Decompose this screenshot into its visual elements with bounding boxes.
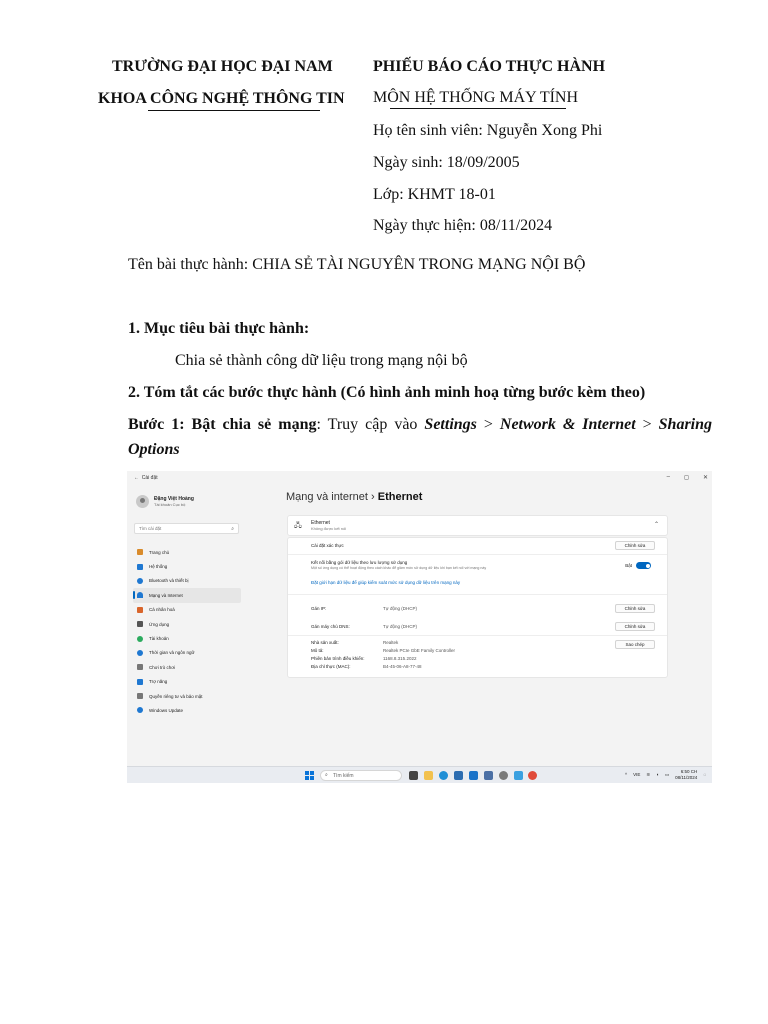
step1-paragraph xyxy=(128,412,712,462)
metered-title: Kết nối bằng gói dữ liệu theo lưu lượng sử dụng xyxy=(311,560,408,565)
step1-path-settings: Settings xyxy=(424,416,477,433)
ethernet-icon: 🖧 xyxy=(294,522,302,529)
dns-label: Gán máy chủ DNS: xyxy=(311,624,350,629)
messenger-icon[interactable] xyxy=(514,771,523,780)
nav-label: Trợ năng xyxy=(149,679,168,685)
nav-label: Thời gian và ngôn ngữ xyxy=(149,650,195,656)
clock-time: 6:50 CH xyxy=(680,769,698,774)
nav-item-accounts[interactable] xyxy=(133,631,241,645)
user-profile[interactable] xyxy=(136,495,194,508)
chevron-up-icon[interactable]: ^ xyxy=(624,772,628,777)
nav-item-network[interactable] xyxy=(133,588,241,602)
clock-date: 08/11/2024 xyxy=(675,774,698,780)
task-view-icon[interactable] xyxy=(409,771,418,780)
date-done: Ngày thực hiện: 08/11/2024 xyxy=(373,217,553,234)
battery-icon[interactable]: ▭ xyxy=(664,771,670,777)
search-icon: ⌕ xyxy=(325,772,328,778)
nav-label: Cá nhân hoá xyxy=(149,607,175,613)
system-tray xyxy=(625,769,706,780)
window-controls xyxy=(667,474,708,481)
nav-item-personalization[interactable] xyxy=(133,603,241,617)
subject-underline xyxy=(390,108,566,109)
minimize-icon[interactable]: – xyxy=(666,474,670,480)
ip-value: Tự động (DHCP) xyxy=(383,606,418,611)
notification-icon[interactable]: ◌ xyxy=(703,772,706,777)
faculty-underline xyxy=(148,110,320,111)
app-icon[interactable] xyxy=(484,771,493,780)
auth-label: Cài đặt xác thực xyxy=(311,543,344,548)
system-icon xyxy=(137,564,143,570)
nav-label: Trang chủ xyxy=(149,549,170,555)
ethernet-status: Không được kết nối xyxy=(311,526,347,531)
subject-name: MÔN HỆ THỐNG MÁY TÍNH xyxy=(373,89,579,106)
mail-icon[interactable] xyxy=(469,771,478,780)
class-name: Lớp: KHMT 18-01 xyxy=(373,186,496,203)
file-explorer-icon[interactable] xyxy=(424,771,433,780)
nav-item-privacy[interactable] xyxy=(133,689,241,703)
ethernet-details-card xyxy=(287,537,668,678)
divider xyxy=(288,635,667,636)
back-arrow-icon[interactable]: ← xyxy=(134,475,139,481)
manufacturer-value: Realtek xyxy=(383,640,399,645)
volume-icon[interactable]: ◖ xyxy=(656,772,659,777)
ethernet-header-card[interactable] xyxy=(287,515,668,536)
data-limit-link[interactable]: Đặt giới hạn dữ liệu để giúp kiểm soát mức sử dụng dữ liệu trên mạng này xyxy=(311,580,461,585)
divider xyxy=(288,594,667,595)
nav-item-gaming[interactable] xyxy=(133,660,241,674)
description-label: Mô tả: xyxy=(311,648,324,653)
language-indicator[interactable]: VIE xyxy=(633,772,641,777)
wifi-icon[interactable]: ≋ xyxy=(646,771,651,777)
mac-label: Địa chỉ thực (MAC): xyxy=(311,664,351,669)
driver-value: 1168.8.315.2022 xyxy=(383,656,417,661)
maximize-icon[interactable]: ◻ xyxy=(683,475,689,481)
chrome-icon[interactable] xyxy=(528,771,537,780)
nav-label: Windows Update xyxy=(149,707,184,713)
edge-icon[interactable] xyxy=(439,771,448,780)
user-account-type: Tài khoản Cục bộ xyxy=(154,502,186,507)
nav-label: Chơi trò chơi xyxy=(149,664,176,670)
student-name: Họ tên sinh viên: Nguyễn Xong Phi xyxy=(373,122,603,139)
step1-text: : Truy cập vào xyxy=(316,416,425,433)
breadcrumb-parent[interactable]: Mạng và internet xyxy=(286,491,368,503)
taskbar-search-placeholder: Tìm kiếm xyxy=(333,773,354,779)
store-icon[interactable] xyxy=(454,771,463,780)
manufacturer-label: Nhà sản xuất: xyxy=(311,640,339,645)
birth-date: Ngày sinh: 18/09/2005 xyxy=(373,154,520,171)
nav-label: Hệ thống xyxy=(149,564,168,570)
user-name: Đặng Việt Hoàng xyxy=(154,496,194,502)
nav-item-bluetooth[interactable] xyxy=(133,574,241,588)
nav-item-system[interactable] xyxy=(133,559,241,573)
nav-item-accessibility[interactable] xyxy=(133,675,241,689)
nav-item-time-language[interactable] xyxy=(133,646,241,660)
search-placeholder: Tìm cài đặt xyxy=(139,526,162,531)
copy-button[interactable]: Sao chép xyxy=(615,640,655,649)
update-icon xyxy=(137,707,143,713)
game-icon xyxy=(137,664,143,670)
section1-body: Chia sẻ thành công dữ liệu trong mạng nội bộ xyxy=(175,352,468,369)
step1-path-network: Network & Internet xyxy=(499,416,636,433)
taskbar-search[interactable] xyxy=(320,770,402,781)
report-title: PHIẾU BÁO CÁO THỰC HÀNH xyxy=(373,58,606,75)
mac-value: B4-45-06-A8-77-48 xyxy=(383,664,422,669)
accessibility-icon xyxy=(137,679,143,685)
metered-description: Một số ứng dụng có thể hoạt động theo cách khác để giảm mức sử dụng dữ liệu khi bạn kết nối với mạng này xyxy=(311,566,487,570)
clock-icon xyxy=(137,650,143,656)
account-icon xyxy=(137,636,143,642)
ip-edit-button[interactable]: Chỉnh sửa xyxy=(615,604,655,613)
brush-icon xyxy=(137,607,143,613)
settings-screenshot xyxy=(127,471,712,783)
step1-sep1: > xyxy=(476,416,500,433)
nav-item-windows-update[interactable] xyxy=(133,703,241,717)
divider xyxy=(288,554,667,555)
settings-gear-icon[interactable] xyxy=(499,771,508,780)
step1-sep2: > xyxy=(635,416,659,433)
windows-start-icon[interactable] xyxy=(305,771,314,780)
faculty-name: KHOA CÔNG NGHỆ THÔNG TIN xyxy=(98,90,345,107)
nav-item-apps[interactable] xyxy=(133,617,241,631)
university-name: TRƯỜNG ĐẠI HỌC ĐẠI NAM xyxy=(112,58,333,75)
nav-label: Tài khoản xyxy=(149,636,169,642)
nav-label: Ứng dụng xyxy=(149,621,170,627)
nav-label: Quyền riêng tư và bảo mật xyxy=(149,693,203,699)
driver-label: Phiên bản trình điều khiển: xyxy=(311,656,365,661)
nav-item-home[interactable] xyxy=(133,545,241,559)
section2-heading: 2. Tóm tắt các bước thực hành (Có hình ảnh minh hoạ từng bước kèm theo) xyxy=(128,384,646,401)
dns-value: Tự động (DHCP) xyxy=(383,624,418,629)
nav-label: Bluetooth và thiết bị xyxy=(149,578,189,584)
dns-edit-button[interactable]: Chỉnh sửa xyxy=(615,622,655,631)
taskbar xyxy=(127,766,712,783)
search-icon: ⌕ xyxy=(231,526,234,532)
auth-edit-button[interactable]: Chỉnh sửa xyxy=(615,541,655,550)
section1-heading: 1. Mục tiêu bài thực hành: xyxy=(128,320,310,337)
window-title-text: Cài đặt xyxy=(141,475,158,481)
description-value: Realtek PCIe GbE Family Controller xyxy=(383,648,456,653)
breadcrumb xyxy=(286,491,422,503)
network-icon xyxy=(137,592,143,598)
home-icon xyxy=(137,549,143,555)
settings-search-input[interactable] xyxy=(134,523,239,534)
ip-label: Gán IP: xyxy=(311,606,327,611)
avatar xyxy=(136,495,149,508)
breadcrumb-separator: › xyxy=(371,491,375,503)
clock[interactable] xyxy=(675,769,697,780)
close-icon[interactable]: ✕ xyxy=(702,475,708,481)
lab-title: Tên bài thực hành: CHIA SẺ TÀI NGUYÊN TRONG MẠNG NỘI BỘ xyxy=(128,256,586,273)
metered-toggle-state: Bật xyxy=(625,563,632,568)
shield-icon xyxy=(137,693,143,699)
metered-toggle[interactable] xyxy=(636,562,651,569)
ethernet-title: Ethernet xyxy=(311,520,330,526)
apps-icon xyxy=(137,621,143,627)
nav-label: Mạng và Internet xyxy=(149,592,183,598)
bluetooth-icon xyxy=(137,578,143,584)
breadcrumb-current: Ethernet xyxy=(377,491,423,503)
settings-nav xyxy=(133,545,241,718)
step1-path-sharing: Sharing Options xyxy=(128,416,713,458)
step1-label: Bước 1: Bật chia sẻ mạng xyxy=(128,416,317,433)
window-title xyxy=(134,475,158,481)
chevron-up-icon[interactable]: ⌃ xyxy=(653,522,659,528)
